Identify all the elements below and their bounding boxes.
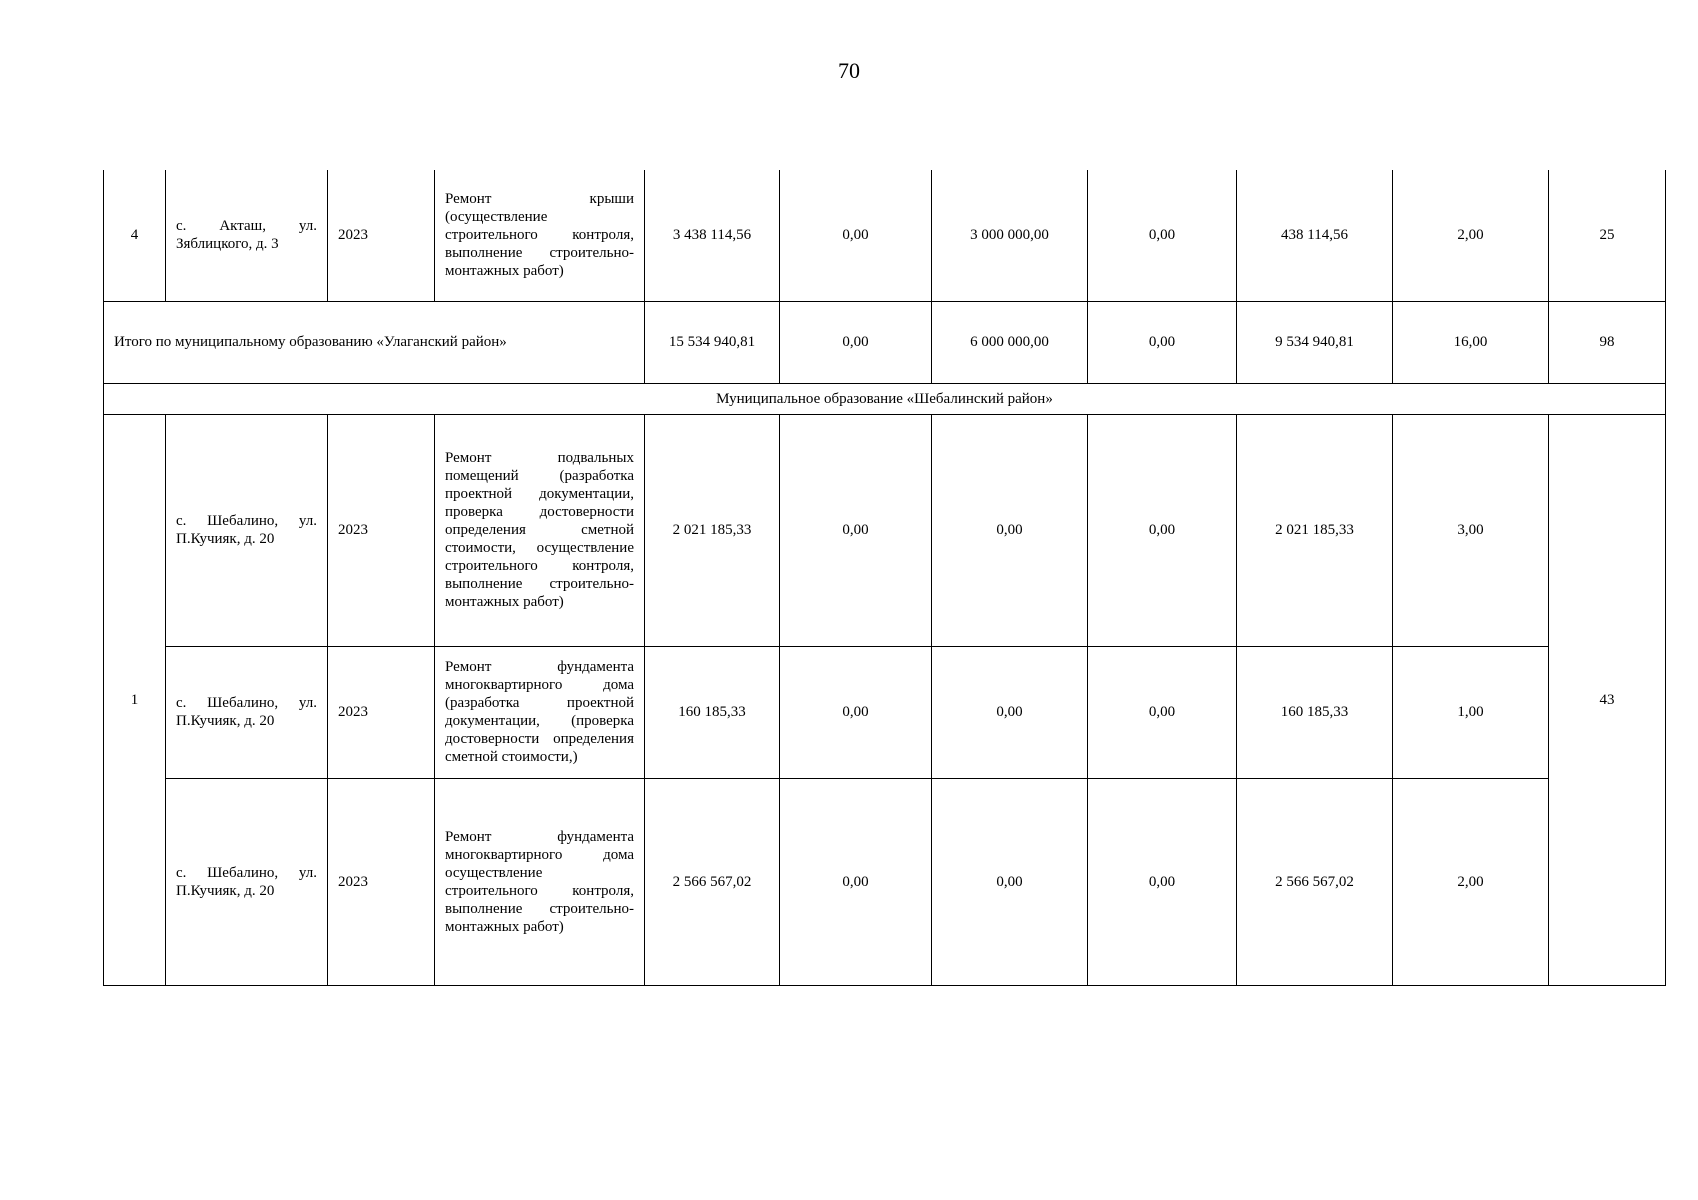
- year-cell: 2023: [328, 646, 435, 778]
- value-cell: 2 566 567,02: [645, 778, 780, 985]
- address-cell: с. Шебалино, ул. П.Кучияк, д. 20: [166, 646, 328, 778]
- value-cell: 25: [1549, 170, 1666, 301]
- value-cell: 0,00: [932, 778, 1088, 985]
- work-description-cell: Ремонт фундамента многоквартирного дома (разработка проектной документации, (проверка достоверности определения сметной стоимости,): [435, 646, 645, 778]
- table-row: [104, 646, 1666, 778]
- value-cell: 1,00: [1393, 646, 1549, 778]
- table-row: [104, 170, 1666, 301]
- total-value: 98: [1549, 301, 1666, 383]
- work-description-cell: Ремонт фундамента многоквартирного дома осуществление строительного контроля, выполнение строительно-монтажных работ): [435, 778, 645, 985]
- value-cell: 3,00: [1393, 414, 1549, 646]
- total-value: 16,00: [1393, 301, 1549, 383]
- group-total-cell: 43: [1549, 414, 1666, 985]
- value-cell: 0,00: [1088, 414, 1237, 646]
- repair-program-table: [103, 170, 1666, 986]
- value-cell: 0,00: [780, 646, 932, 778]
- total-row: [104, 301, 1666, 383]
- table-row: [104, 414, 1666, 646]
- value-cell: 438 114,56: [1237, 170, 1393, 301]
- total-value: 0,00: [780, 301, 932, 383]
- year-cell: 2023: [328, 778, 435, 985]
- row-number: 4: [104, 170, 166, 301]
- work-description-cell: Ремонт подвальных помещений (разработка проектной документации, проверка достоверности определения сметной стоимости, осуществление строительного контроля, выполнение строительно-монтажных работ): [435, 414, 645, 646]
- address-cell: с. Шебалино, ул. П.Кучияк, д. 20: [166, 778, 328, 985]
- section-header-row: [104, 383, 1666, 414]
- section-title: Муниципальное образование «Шебалинский район»: [104, 383, 1666, 414]
- value-cell: 2 021 185,33: [1237, 414, 1393, 646]
- value-cell: 2 021 185,33: [645, 414, 780, 646]
- value-cell: 0,00: [780, 778, 932, 985]
- table-row: [104, 778, 1666, 985]
- address-cell: с. Шебалино, ул. П.Кучияк, д. 20: [166, 414, 328, 646]
- row-number: 1: [104, 414, 166, 985]
- value-cell: 160 185,33: [1237, 646, 1393, 778]
- value-cell: 0,00: [1088, 170, 1237, 301]
- value-cell: 0,00: [780, 170, 932, 301]
- value-cell: 0,00: [932, 646, 1088, 778]
- value-cell: 0,00: [780, 414, 932, 646]
- total-value: 9 534 940,81: [1237, 301, 1393, 383]
- total-value: 6 000 000,00: [932, 301, 1088, 383]
- value-cell: 0,00: [1088, 646, 1237, 778]
- value-cell: 3 438 114,56: [645, 170, 780, 301]
- value-cell: 160 185,33: [645, 646, 780, 778]
- year-cell: 2023: [328, 414, 435, 646]
- value-cell: 3 000 000,00: [932, 170, 1088, 301]
- value-cell: 2,00: [1393, 170, 1549, 301]
- work-description-cell: Ремонт крыши (осуществление строительного контроля, выполнение строительно-монтажных работ): [435, 170, 645, 301]
- page-number: 70: [838, 58, 860, 83]
- total-label: Итого по муниципальному образованию «Улаганский район»: [104, 301, 645, 383]
- total-value: 0,00: [1088, 301, 1237, 383]
- total-value: 15 534 940,81: [645, 301, 780, 383]
- year-cell: 2023: [328, 170, 435, 301]
- address-cell: с. Акташ, ул. Зяблицкого, д. 3: [166, 170, 328, 301]
- value-cell: 0,00: [932, 414, 1088, 646]
- value-cell: 2 566 567,02: [1237, 778, 1393, 985]
- value-cell: 0,00: [1088, 778, 1237, 985]
- value-cell: 2,00: [1393, 778, 1549, 985]
